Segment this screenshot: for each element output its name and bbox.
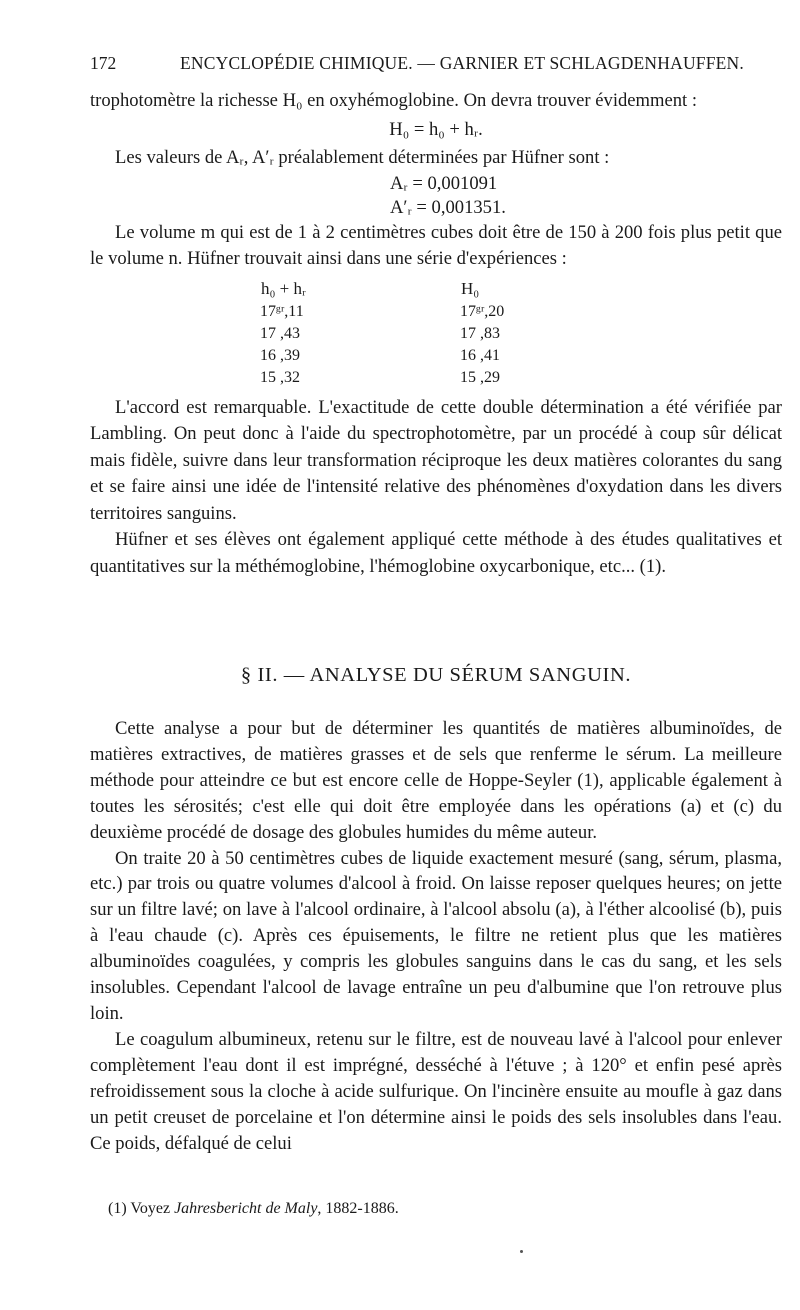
footnote	[108, 1200, 399, 1218]
table-row	[260, 345, 580, 367]
table-cell: 17ᵍʳ,20	[460, 302, 505, 320]
table-header-sum: h₀ + hᵣ	[261, 278, 306, 298]
lower-text-block	[90, 716, 782, 1156]
table-cell: 15 ,29	[460, 368, 500, 386]
print-speck	[520, 1250, 523, 1253]
paragraph-1: trophotomètre la richesse H₀ en oxyhémoglobine. On devra trouver évidemment :	[90, 90, 697, 111]
results-table	[260, 277, 580, 389]
footnote-years: , 1882-1886.	[317, 1200, 399, 1217]
table-header-h0: H₀	[461, 278, 480, 298]
table-cell: 16 ,41	[460, 346, 500, 364]
page-header	[90, 53, 782, 77]
paragraph-5: Hüfner et ses élèves ont également appliqué cette méthode à des études qualitatives et quantitatives sur la méthémoglobine, l'hémoglobine oxycarbonique, etc... (1).	[90, 529, 782, 577]
table-row	[260, 367, 580, 389]
paragraph-6: Cette analyse a pour but de déterminer les quantités de matières albuminoïdes, de matières extractives, de matières grasses et de sels que renferme le sérum. La meilleure méthode pour atteindre ce but est encore celle de Hoppe-Seyler (1), applicable également à toutes les sérosités; c'est elle qui doit être employée dans les opérations (a) et (c) du deuxième procédé de dosage des globules humides du même auteur.	[90, 718, 782, 843]
table-cell: 15 ,32	[260, 368, 300, 386]
table-cell: 17 ,43	[260, 324, 300, 342]
paragraph-3: Le volume m qui est de 1 à 2 centimètres cubes doit être de 150 à 200 fois plus petit que le volume n. Hüfner trouvait ainsi dans une série d'expériences :	[90, 221, 782, 269]
constant-a-prime-r: A′ᵣ = 0,001351.	[390, 196, 506, 218]
footnote-title: Jahresbericht de Maly	[174, 1200, 318, 1217]
paragraph-4: L'accord est remarquable. L'exactitude de cette double détermination a été vérifiée par Lambling. On peut donc à l'aide du spectrophotomètre, par un procédé à coup sûr délicat mais fidèle, suivre dans leur transformation réciproque les deux matières colorantes du sang et se faire ainsi une idée de l'intensité relative des phénomènes d'oxydation dans les divers territoires sanguins.	[90, 396, 782, 524]
running-head: ENCYCLOPÉDIE CHIMIQUE. — GARNIER ET SCHLAGDENHAUFFEN.	[180, 53, 744, 73]
section-title: § II. — ANALYSE DU SÉRUM SANGUIN.	[240, 664, 632, 686]
paragraph-2: Les valeurs de Aᵣ, A′ᵣ préalablement déterminées par Hüfner sont :	[115, 147, 610, 168]
table-cell: 17ᵍʳ,11	[260, 302, 304, 320]
upper-text-block	[90, 88, 782, 580]
table-cell: 17 ,83	[460, 324, 500, 342]
footnote-marker: (1) Voyez	[108, 1200, 171, 1217]
formula-h0: H₀ = h₀ + hᵣ.	[389, 118, 483, 140]
constants-block	[390, 172, 782, 220]
paragraph-8: Le coagulum albumineux, retenu sur le filtre, est de nouveau lavé à l'alcool pour enlever complètement l'eau dont il est imprégné, desséché à l'étuve ; à 120° et enfin pesé après refroidissement sous la cloche à acide sulfurique. On l'incinère ensuite au moufle à gaz dans un petit creuset de porcelaine et l'on détermine ainsi le poids des sels insolubles dans l'eau. Ce poids, défalqué de celui	[90, 1028, 782, 1154]
table-row	[260, 323, 580, 345]
table-row	[260, 301, 580, 323]
constant-ar: Aᵣ = 0,001091	[390, 172, 498, 194]
table-header-row	[260, 277, 580, 301]
paragraph-7: On traite 20 à 50 centimètres cubes de liquide exactement mesuré (sang, sérum, plasma, etc.) par trois ou quatre volumes d'alcool à froid. On laisse reposer quelques heures; on jette sur un filtre lavé; on lave à l'alcool ordinaire, à l'alcool absolu (a), à l'éther alcoolisé (b), puis à l'eau chaude (c). Après ces épuisements, le filtre ne retient plus que les matières albuminoïdes coagulées, y compris les globules sanguins dans le cas du sang, et les sels insolubles. Cependant l'alcool de lavage entraîne un peu d'albumine que l'on retrouve plus loin.	[90, 847, 782, 1024]
page-number: 172	[90, 53, 117, 73]
table-cell: 16 ,39	[260, 346, 300, 364]
